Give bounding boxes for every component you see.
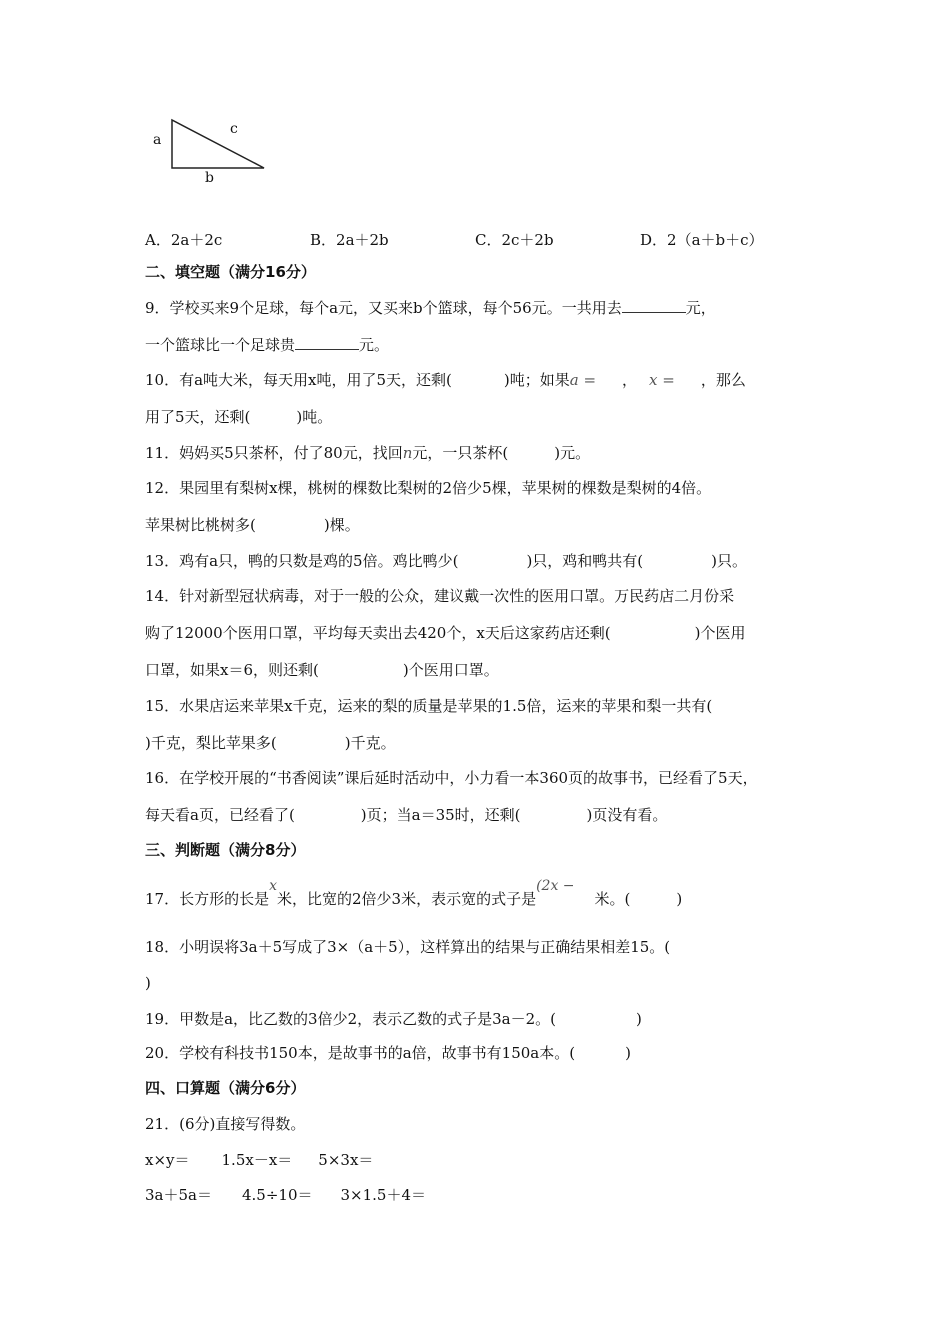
q12-text-a: 12．果园里有梨树x棵，桃树的棵数比梨树的2倍少5棵，苹果树的棵数是梨树的4倍。 [145, 479, 712, 497]
q10-text-d: ，那么 [700, 371, 746, 389]
question-17 [145, 878, 683, 910]
section-heading-true-false: 三、判断题（满分8分） [145, 841, 306, 859]
q9-text-b: 元， [685, 299, 716, 317]
q17-text-a: 17．长方形的长是 [145, 890, 270, 908]
q17-text-c: 米。( [594, 890, 631, 908]
q16-text-c: )页；当a＝35时，还剩( [360, 806, 521, 824]
question-9-line-2 [145, 335, 389, 355]
q14-text-a: 14．针对新型冠状病毒，对于一般的公众，建议戴一次性的医用口罩。万民药店二月份采 [145, 587, 735, 605]
q13-text-c: )只。 [711, 552, 748, 570]
q10-text-b: )吨；如果 [503, 371, 570, 389]
option-c[interactable]: C．2c＋2b [475, 231, 554, 249]
q10-text-a: 10．有a吨大米，每天用x吨，用了5天，还剩( [145, 371, 452, 389]
question-10-line-1 [145, 370, 746, 390]
question-14-line-3 [145, 660, 499, 680]
q11-math-n: n [402, 444, 413, 462]
mental-math-row-1 [145, 1150, 373, 1170]
q15-text-a: 15．水果店运来苹果x千克，运来的梨的质量是苹果的1.5倍，运来的苹果和梨一共有( [145, 697, 713, 715]
q9-text-d: 元。 [359, 336, 390, 354]
mental-math-item: 5×3x＝ [318, 1151, 374, 1169]
question-20 [145, 1043, 631, 1063]
q16-text-d: )页没有看。 [586, 806, 668, 824]
triangle-label-a: a [153, 132, 162, 148]
question-16-line-2 [145, 805, 667, 825]
q20-text-b: ) [625, 1044, 631, 1062]
q14-text-e: )个医用口罩。 [402, 661, 499, 679]
q9-text-c: 一个篮球比一个足球贵 [145, 336, 296, 354]
section-heading-mental-math: 四、口算题（满分6分） [145, 1079, 306, 1097]
q17-math-x: x [269, 878, 277, 894]
q19-text-a: 19．甲数是a，比乙数的3倍少2，表示乙数的式子是3a－2。( [145, 1010, 557, 1028]
q18-text-b: ) [145, 974, 151, 992]
q13-text-a: 13．鸡有a只，鸭的只数是鸡的5倍。鸡比鸭少( [145, 552, 459, 570]
mental-math-item: 3a＋5a＝ [145, 1186, 212, 1204]
q17-text-d: ) [676, 890, 683, 908]
q10-math-x: x = [649, 371, 675, 389]
question-16-line-1 [145, 768, 758, 788]
q12-text-b: 苹果树比桃树多( [145, 516, 256, 534]
q9-text-a: 9．学校买来9个足球，每个a元，又买来b个篮球，每个56元。一共用去 [145, 299, 622, 317]
question-12-line-2 [145, 515, 360, 535]
q18-text-a: 18．小明误将3a＋5写成了3×（a＋5），这样算出的结果与正确结果相差15。( [145, 938, 671, 956]
question-10-line-2 [145, 407, 332, 427]
q10-text-e: 用了5天，还剩( [145, 408, 251, 426]
q20-text-a: 20．学校有科技书150本，是故事书的a倍，故事书有150a本。( [145, 1044, 576, 1062]
q10-math-a: a = [569, 371, 597, 389]
answer-blank[interactable] [622, 298, 686, 313]
q15-text-b: )千克，梨比苹果多( [145, 734, 277, 752]
q17-text-b: 米，比宽的2倍少3米，表示宽的式子是 [277, 890, 537, 908]
q16-text-b: 每天看a页，已经看了( [145, 806, 295, 824]
q11-text-a: 11．妈妈买5只茶杯，付了80元，找回 [145, 444, 403, 462]
mental-math-item: x×y＝ [145, 1151, 190, 1169]
question-13 [145, 551, 747, 571]
question-14-line-2 [145, 623, 746, 643]
section-heading-fill-blank: 二、填空题（满分16分） [145, 263, 316, 281]
question-15-line-1 [145, 696, 712, 716]
q14-text-b: 购了12000个医用口罩，平均每天卖出去420个，x天后这家药店还剩( [145, 624, 611, 642]
option-b[interactable]: B．2a＋2b [310, 231, 389, 249]
mental-math-item: 4.5÷10＝ [241, 1186, 313, 1204]
question-11 [145, 443, 590, 463]
question-12-line-1 [145, 478, 711, 498]
option-a[interactable]: A．2a＋2c [145, 231, 223, 249]
q10-text-c: ， [622, 371, 638, 389]
mental-math-item: 3×1.5＋4＝ [340, 1186, 427, 1204]
q10-text-f: )吨。 [296, 408, 333, 426]
triangle-label-b: b [205, 170, 214, 186]
q14-text-d: 口罩，如果x＝6，则还剩( [145, 661, 319, 679]
q11-text-c: )元。 [554, 444, 591, 462]
question-19 [145, 1009, 642, 1029]
q15-text-c: )千克。 [344, 734, 396, 752]
q17-math-expr: (2x − [536, 878, 575, 894]
question-21-title: 21．(6分)直接写得数。 [145, 1115, 306, 1133]
question-9-line-1 [145, 298, 716, 318]
triangle-shape [172, 120, 264, 168]
option-d[interactable]: D．2（a＋b＋c） [640, 231, 764, 249]
q11-text-b: 元，一只茶杯( [412, 444, 509, 462]
answer-blank[interactable] [295, 335, 359, 350]
q16-text-a: 16．在学校开展的“书香阅读”课后延时活动中，小力看一本360页的故事书，已经看了5天， [145, 769, 758, 787]
question-18-line-2 [145, 973, 151, 993]
question-15-line-2 [145, 733, 396, 753]
right-triangle-figure [150, 112, 280, 192]
q19-text-b: ) [636, 1010, 642, 1028]
question-18-line-1 [145, 937, 670, 957]
q12-text-c: )棵。 [323, 516, 360, 534]
triangle-label-c: c [230, 121, 238, 137]
mental-math-row-2 [145, 1185, 426, 1205]
question-14-line-1 [145, 586, 734, 606]
q14-text-c: )个医用 [694, 624, 746, 642]
mental-math-item: 1.5x－x＝ [221, 1151, 293, 1169]
q13-text-b: )只，鸡和鸭共有( [526, 552, 644, 570]
